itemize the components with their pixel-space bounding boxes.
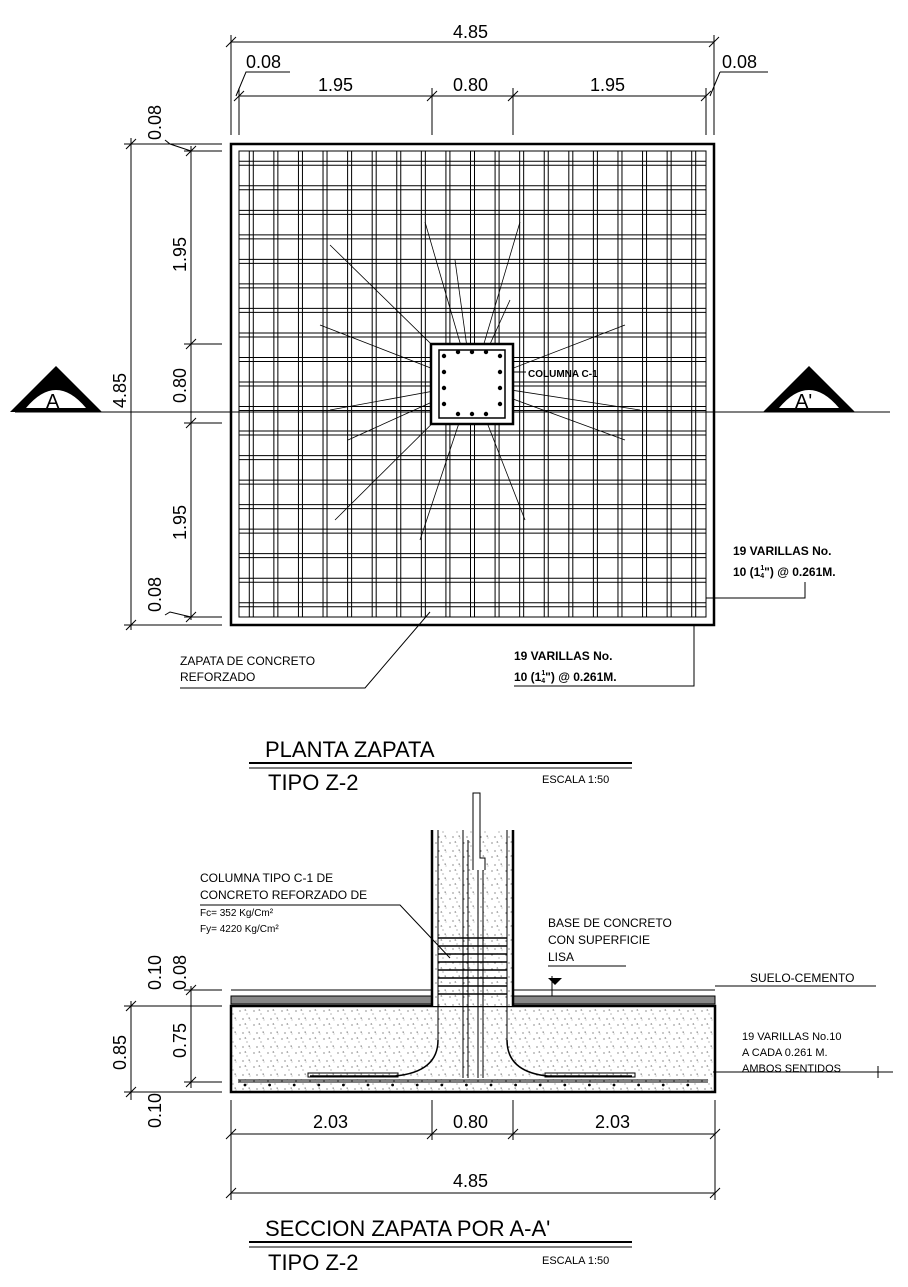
section-title: SECCION ZAPATA POR A-A' — [265, 1216, 551, 1241]
rebar-note-right — [706, 544, 836, 598]
dim-v-mid: 0.80 — [170, 367, 190, 403]
footing-label-2: REFORZADO — [180, 670, 256, 684]
rebar-right-line1: 19 VARILLAS No. — [733, 544, 832, 558]
dim-sec-right: 2.03 — [595, 1112, 631, 1132]
rebar-note-bottom — [514, 625, 694, 686]
plan-title: PLANTA ZAPATA — [265, 737, 435, 762]
column-note-2: CONCRETO REFORZADO DE — [200, 888, 368, 902]
rebar-right-line2: 10 ($1^1$ 4") @ 0.261M. — [733, 565, 836, 580]
plan-title-block — [249, 737, 632, 795]
plan-scale: ESCALA 1:50 — [542, 774, 610, 786]
column-note-3: Fc= 352 Kg/Cm² — [200, 908, 274, 919]
base-note-3: LISA — [548, 950, 575, 964]
dim-sec-075: 0.75 — [170, 1022, 190, 1058]
column-note-4: Fy= 4220 Kg/Cm² — [200, 924, 279, 935]
dim-v-seg-top: 1.95 — [170, 236, 190, 272]
plan-subtitle: TIPO Z-2 — [268, 770, 359, 795]
soil-cement-right — [513, 996, 715, 1004]
dim-v-seg-bottom: 1.95 — [170, 504, 190, 540]
plan-dims-top — [226, 35, 768, 135]
dim-sec-overall: 4.85 — [453, 1171, 489, 1191]
marker-right-label: A' — [795, 391, 813, 413]
rebar-bottom-line1: 19 VARILLAS No. — [514, 649, 613, 663]
dim-v-edge-top: 0.08 — [145, 104, 165, 140]
rebar-note-3: AMBOS SENTIDOS — [742, 1063, 842, 1075]
dim-v-edge-bottom: 0.08 — [145, 576, 165, 612]
marker-left-label: A — [46, 391, 60, 413]
dim-edge-left: 0.08 — [246, 52, 282, 72]
soil-label: SUELO-CEMENTO — [750, 971, 855, 985]
rebar-note-2: A CADA 0.261 M. — [742, 1047, 828, 1059]
dim-sec-010-bottom: 0.10 — [145, 1092, 165, 1128]
rebar-note-1: 19 VARILLAS No.10 — [742, 1031, 842, 1043]
section-marker-left — [10, 366, 102, 413]
dim-seg-right: 1.95 — [590, 75, 626, 95]
soil-cement-left — [231, 996, 432, 1004]
dim-sec-010-top: 0.10 — [145, 954, 165, 990]
rebar-bottom-line2: 10 ($1^1$ 4") @ 0.261M. — [514, 670, 617, 685]
dim-sec-085: 0.85 — [110, 1034, 130, 1070]
column-note-1: COLUMNA TIPO C-1 DE — [200, 871, 334, 885]
base-note-2: CON SUPERFICIE — [548, 933, 651, 947]
section-marker-right — [763, 366, 855, 413]
dim-edge-right: 0.08 — [722, 52, 758, 72]
footing-label — [180, 612, 430, 688]
dim-sec-008: 0.08 — [170, 954, 190, 990]
footing-section — [231, 1006, 715, 1092]
dim-seg-mid: 0.80 — [453, 75, 489, 95]
section-scale: ESCALA 1:50 — [542, 1255, 610, 1267]
footing-label-1: ZAPATA DE CONCRETO — [180, 654, 316, 668]
dim-sec-left: 2.03 — [313, 1112, 349, 1132]
dim-seg-left: 1.95 — [318, 75, 354, 95]
base-note-1: BASE DE CONCRETO — [548, 916, 672, 930]
section-subtitle: TIPO Z-2 — [268, 1250, 359, 1275]
dim-sec-mid: 0.80 — [453, 1112, 489, 1132]
section-title-block — [249, 1216, 632, 1275]
dim-v-overall: 4.85 — [110, 372, 130, 408]
dim-overall-top: 4.85 — [453, 22, 489, 42]
column-label: COLUMNA C-1 — [528, 369, 598, 380]
